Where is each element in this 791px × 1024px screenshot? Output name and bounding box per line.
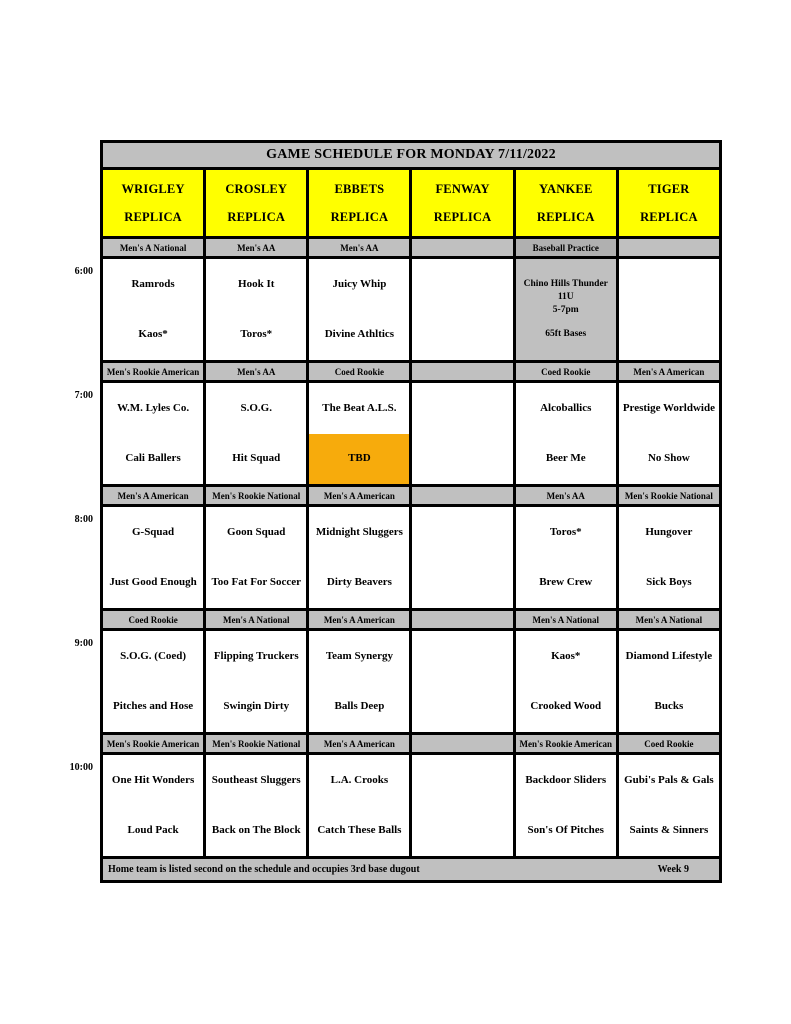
- column-header-sub: REPLICA: [227, 209, 286, 224]
- division-label-cell: [309, 611, 409, 628]
- division-label: Coed Rookie: [644, 738, 694, 749]
- game-cell-empty: [412, 383, 512, 484]
- division-label-cell: [206, 487, 306, 504]
- division-label: Men's A American: [323, 614, 395, 625]
- division-label: Baseball Practice: [532, 242, 599, 253]
- division-label: Men's A American: [117, 490, 189, 501]
- home-team: Crooked Wood: [530, 700, 602, 713]
- home-team: Son's Of Pitches: [527, 824, 604, 837]
- division-label: Coed Rookie: [541, 366, 591, 377]
- column-header-name: TIGER: [648, 181, 690, 196]
- away-team: S.O.G. (Coed): [120, 649, 187, 662]
- game-cell: [206, 631, 306, 732]
- division-label: Men's A American: [323, 738, 395, 749]
- game-cell: [206, 755, 306, 856]
- game-cell: [103, 507, 203, 608]
- home-team-tbd: TBD: [309, 434, 409, 485]
- home-team: Toros*: [240, 328, 273, 341]
- game-cell-empty: [412, 507, 512, 608]
- footer-note: Home team is listed second on the schedule and occupies 3rd base dugout: [108, 864, 420, 875]
- home-team: [619, 310, 719, 361]
- game-cell: [619, 755, 719, 856]
- away-team: [412, 259, 512, 310]
- game-cell: [103, 755, 203, 856]
- away-team: Prestige Worldwide: [622, 401, 715, 414]
- division-label: Men's Rookie National: [624, 490, 713, 501]
- home-team: Hit Squad: [232, 452, 281, 465]
- division-label-cell: [103, 239, 203, 256]
- away-team: Southeast Sluggers: [211, 773, 301, 786]
- division-label-cell: [206, 611, 306, 628]
- game-cell: [309, 631, 409, 732]
- game-cell-empty: [412, 259, 512, 360]
- division-label-cell: [619, 487, 719, 504]
- practice-cell: [516, 259, 616, 360]
- division-label-cell: [516, 735, 616, 752]
- home-team: No Show: [647, 452, 690, 465]
- column-header-yankee: [516, 170, 616, 236]
- game-cell: [619, 631, 719, 732]
- division-label: Men's A National: [222, 614, 290, 625]
- home-team: Balls Deep: [334, 700, 385, 713]
- away-team: Hook It: [238, 277, 275, 290]
- home-team: Back on The Block: [211, 824, 301, 837]
- practice-line: 5-7pm: [552, 305, 579, 315]
- column-header-crosley: [206, 170, 306, 236]
- home-team: Too Fat For Soccer: [211, 576, 301, 589]
- schedule-table: [100, 140, 722, 883]
- home-team: Catch These Balls: [317, 824, 402, 837]
- home-team: Loud Pack: [127, 824, 179, 837]
- game-cell: [103, 631, 203, 732]
- home-team: [412, 558, 512, 609]
- division-label-cell: [103, 363, 203, 380]
- game-cell: [516, 507, 616, 608]
- away-team: Goon Squad: [227, 525, 286, 538]
- game-cell: [206, 507, 306, 608]
- column-header-sub: REPLICA: [124, 209, 182, 224]
- away-team: L.A. Crooks: [330, 773, 389, 786]
- division-label-cell: [309, 735, 409, 752]
- time-label-8: 8:00: [74, 514, 93, 525]
- time-label-10: 10:00: [69, 762, 93, 773]
- schedule-title: GAME SCHEDULE FOR MONDAY 7/11/2022: [103, 143, 719, 167]
- away-team: The Beat A.L.S.: [322, 401, 397, 414]
- away-team: Team Synergy: [325, 649, 393, 662]
- division-label: Coed Rookie: [128, 614, 178, 625]
- column-header-name: CROSLEY: [225, 181, 288, 196]
- game-cell-empty: [412, 755, 512, 856]
- practice-line: 65ft Bases: [545, 328, 587, 339]
- home-team: Bucks: [654, 700, 684, 713]
- away-team: Gubi's Pals & Gals: [624, 773, 714, 786]
- division-label-cell: [619, 611, 719, 628]
- column-header-sub: REPLICA: [433, 209, 492, 224]
- division-label-cell: [206, 735, 306, 752]
- division-label-cell: [516, 363, 616, 380]
- home-team: Sick Boys: [646, 576, 692, 589]
- division-label: Men's Rookie National: [212, 738, 301, 749]
- game-cell: [516, 755, 616, 856]
- home-team: Swingin Dirty: [223, 700, 290, 713]
- home-team: [412, 310, 512, 361]
- division-label-cell: [412, 363, 512, 380]
- home-team: Brew Crew: [539, 576, 593, 589]
- division-label: Men's A American: [323, 490, 395, 501]
- home-team: [412, 806, 512, 857]
- division-label-cell: [516, 239, 616, 256]
- home-team: Pitches and Hose: [113, 700, 194, 713]
- away-team: Juicy Whip: [332, 277, 387, 290]
- game-cell: [309, 259, 409, 360]
- away-team: One Hit Wonders: [111, 773, 195, 786]
- game-cell: [103, 383, 203, 484]
- home-team: [412, 682, 512, 733]
- away-team: S.O.G.: [240, 401, 272, 414]
- away-team: [412, 383, 512, 434]
- away-team: Midnight Sluggers: [315, 525, 403, 538]
- game-cell: [619, 383, 719, 484]
- game-cell-empty: [412, 631, 512, 732]
- column-header-name: YANKEE: [538, 181, 593, 196]
- division-label: Coed Rookie: [334, 366, 385, 377]
- away-team: Kaos*: [551, 649, 581, 662]
- away-team: Toros*: [549, 525, 582, 538]
- division-label: Men's AA: [546, 490, 585, 501]
- home-team: Cali Ballers: [125, 452, 181, 465]
- game-cell: [206, 259, 306, 360]
- away-team: Backdoor Sliders: [525, 773, 607, 786]
- division-label-cell: [516, 487, 616, 504]
- away-team: [412, 755, 512, 806]
- footer-bar: [103, 859, 719, 880]
- game-cell: [309, 755, 409, 856]
- practice-line: 11U: [557, 292, 574, 303]
- away-team: Diamond Lifestyle: [625, 649, 713, 662]
- division-label-cell: [412, 239, 512, 256]
- game-cell: [103, 259, 203, 360]
- column-header-name: WRIGLEY: [121, 181, 185, 196]
- division-label-cell: [103, 487, 203, 504]
- away-team: Ramrods: [131, 277, 175, 290]
- time-label-9: 9:00: [74, 638, 93, 649]
- away-team: W.M. Lyles Co.: [117, 401, 190, 414]
- away-team: Hungover: [645, 525, 693, 538]
- division-label: Men's Rookie National: [212, 490, 301, 501]
- away-team: G-Squad: [131, 525, 175, 538]
- division-label-cell: [309, 487, 409, 504]
- division-label-cell: [103, 735, 203, 752]
- away-team: Flipping Truckers: [213, 649, 299, 662]
- division-label: Men's A National: [532, 614, 599, 625]
- home-team: Saints & Sinners: [629, 824, 709, 837]
- away-team: [412, 631, 512, 682]
- game-cell: [309, 507, 409, 608]
- division-label: Men's Rookie American: [519, 738, 612, 749]
- home-team: Kaos*: [138, 328, 168, 341]
- division-label: Men's A National: [119, 242, 187, 253]
- column-header-tiger: [619, 170, 719, 236]
- practice-line: Chino Hills Thunder: [523, 279, 608, 290]
- home-team: Beer Me: [545, 452, 586, 465]
- column-header-ebbets: [309, 170, 409, 236]
- game-cell: [516, 383, 616, 484]
- home-team: Dirty Beavers: [326, 576, 392, 589]
- division-label-cell: [206, 239, 306, 256]
- column-header-sub: REPLICA: [536, 209, 595, 224]
- division-label-cell: [309, 239, 409, 256]
- division-label-cell: [412, 735, 512, 752]
- division-label-cell: [619, 735, 719, 752]
- away-team: [619, 259, 719, 310]
- division-label-cell: [206, 363, 306, 380]
- time-label-7: 7:00: [74, 390, 93, 401]
- division-label-cell: [412, 611, 512, 628]
- time-label-6: 6:00: [74, 266, 93, 277]
- division-label: Men's A American: [633, 366, 705, 377]
- division-label: Men's AA: [237, 242, 276, 253]
- column-header-name: EBBETS: [334, 181, 385, 196]
- game-cell: [309, 383, 409, 484]
- division-label-cell: [619, 239, 719, 256]
- division-label: Men's Rookie American: [106, 366, 200, 377]
- column-header-fenway: [412, 170, 512, 236]
- division-label-cell: [309, 363, 409, 380]
- game-cell: [619, 507, 719, 608]
- division-label: Men's Rookie American: [106, 738, 200, 749]
- column-header-wrigley: [103, 170, 203, 236]
- division-label: Men's AA: [237, 366, 276, 377]
- home-team: Just Good Enough: [109, 576, 197, 589]
- week-label: Week 9: [657, 864, 689, 875]
- column-header-sub: REPLICA: [640, 209, 698, 224]
- home-team: Divine Athltics: [324, 328, 395, 341]
- game-cell-empty: [619, 259, 719, 360]
- column-header-name: FENWAY: [435, 181, 490, 196]
- division-label-cell: [516, 611, 616, 628]
- game-cell: [206, 383, 306, 484]
- column-header-sub: REPLICA: [330, 209, 389, 224]
- division-label-cell: [103, 611, 203, 628]
- division-label-cell: [412, 487, 512, 504]
- division-label: Men's AA: [340, 242, 379, 253]
- division-label: Men's A National: [635, 614, 703, 625]
- division-label-cell: [619, 363, 719, 380]
- home-team: [412, 434, 512, 485]
- game-cell: [516, 631, 616, 732]
- away-team: [412, 507, 512, 558]
- away-team: Alcoballics: [540, 401, 592, 414]
